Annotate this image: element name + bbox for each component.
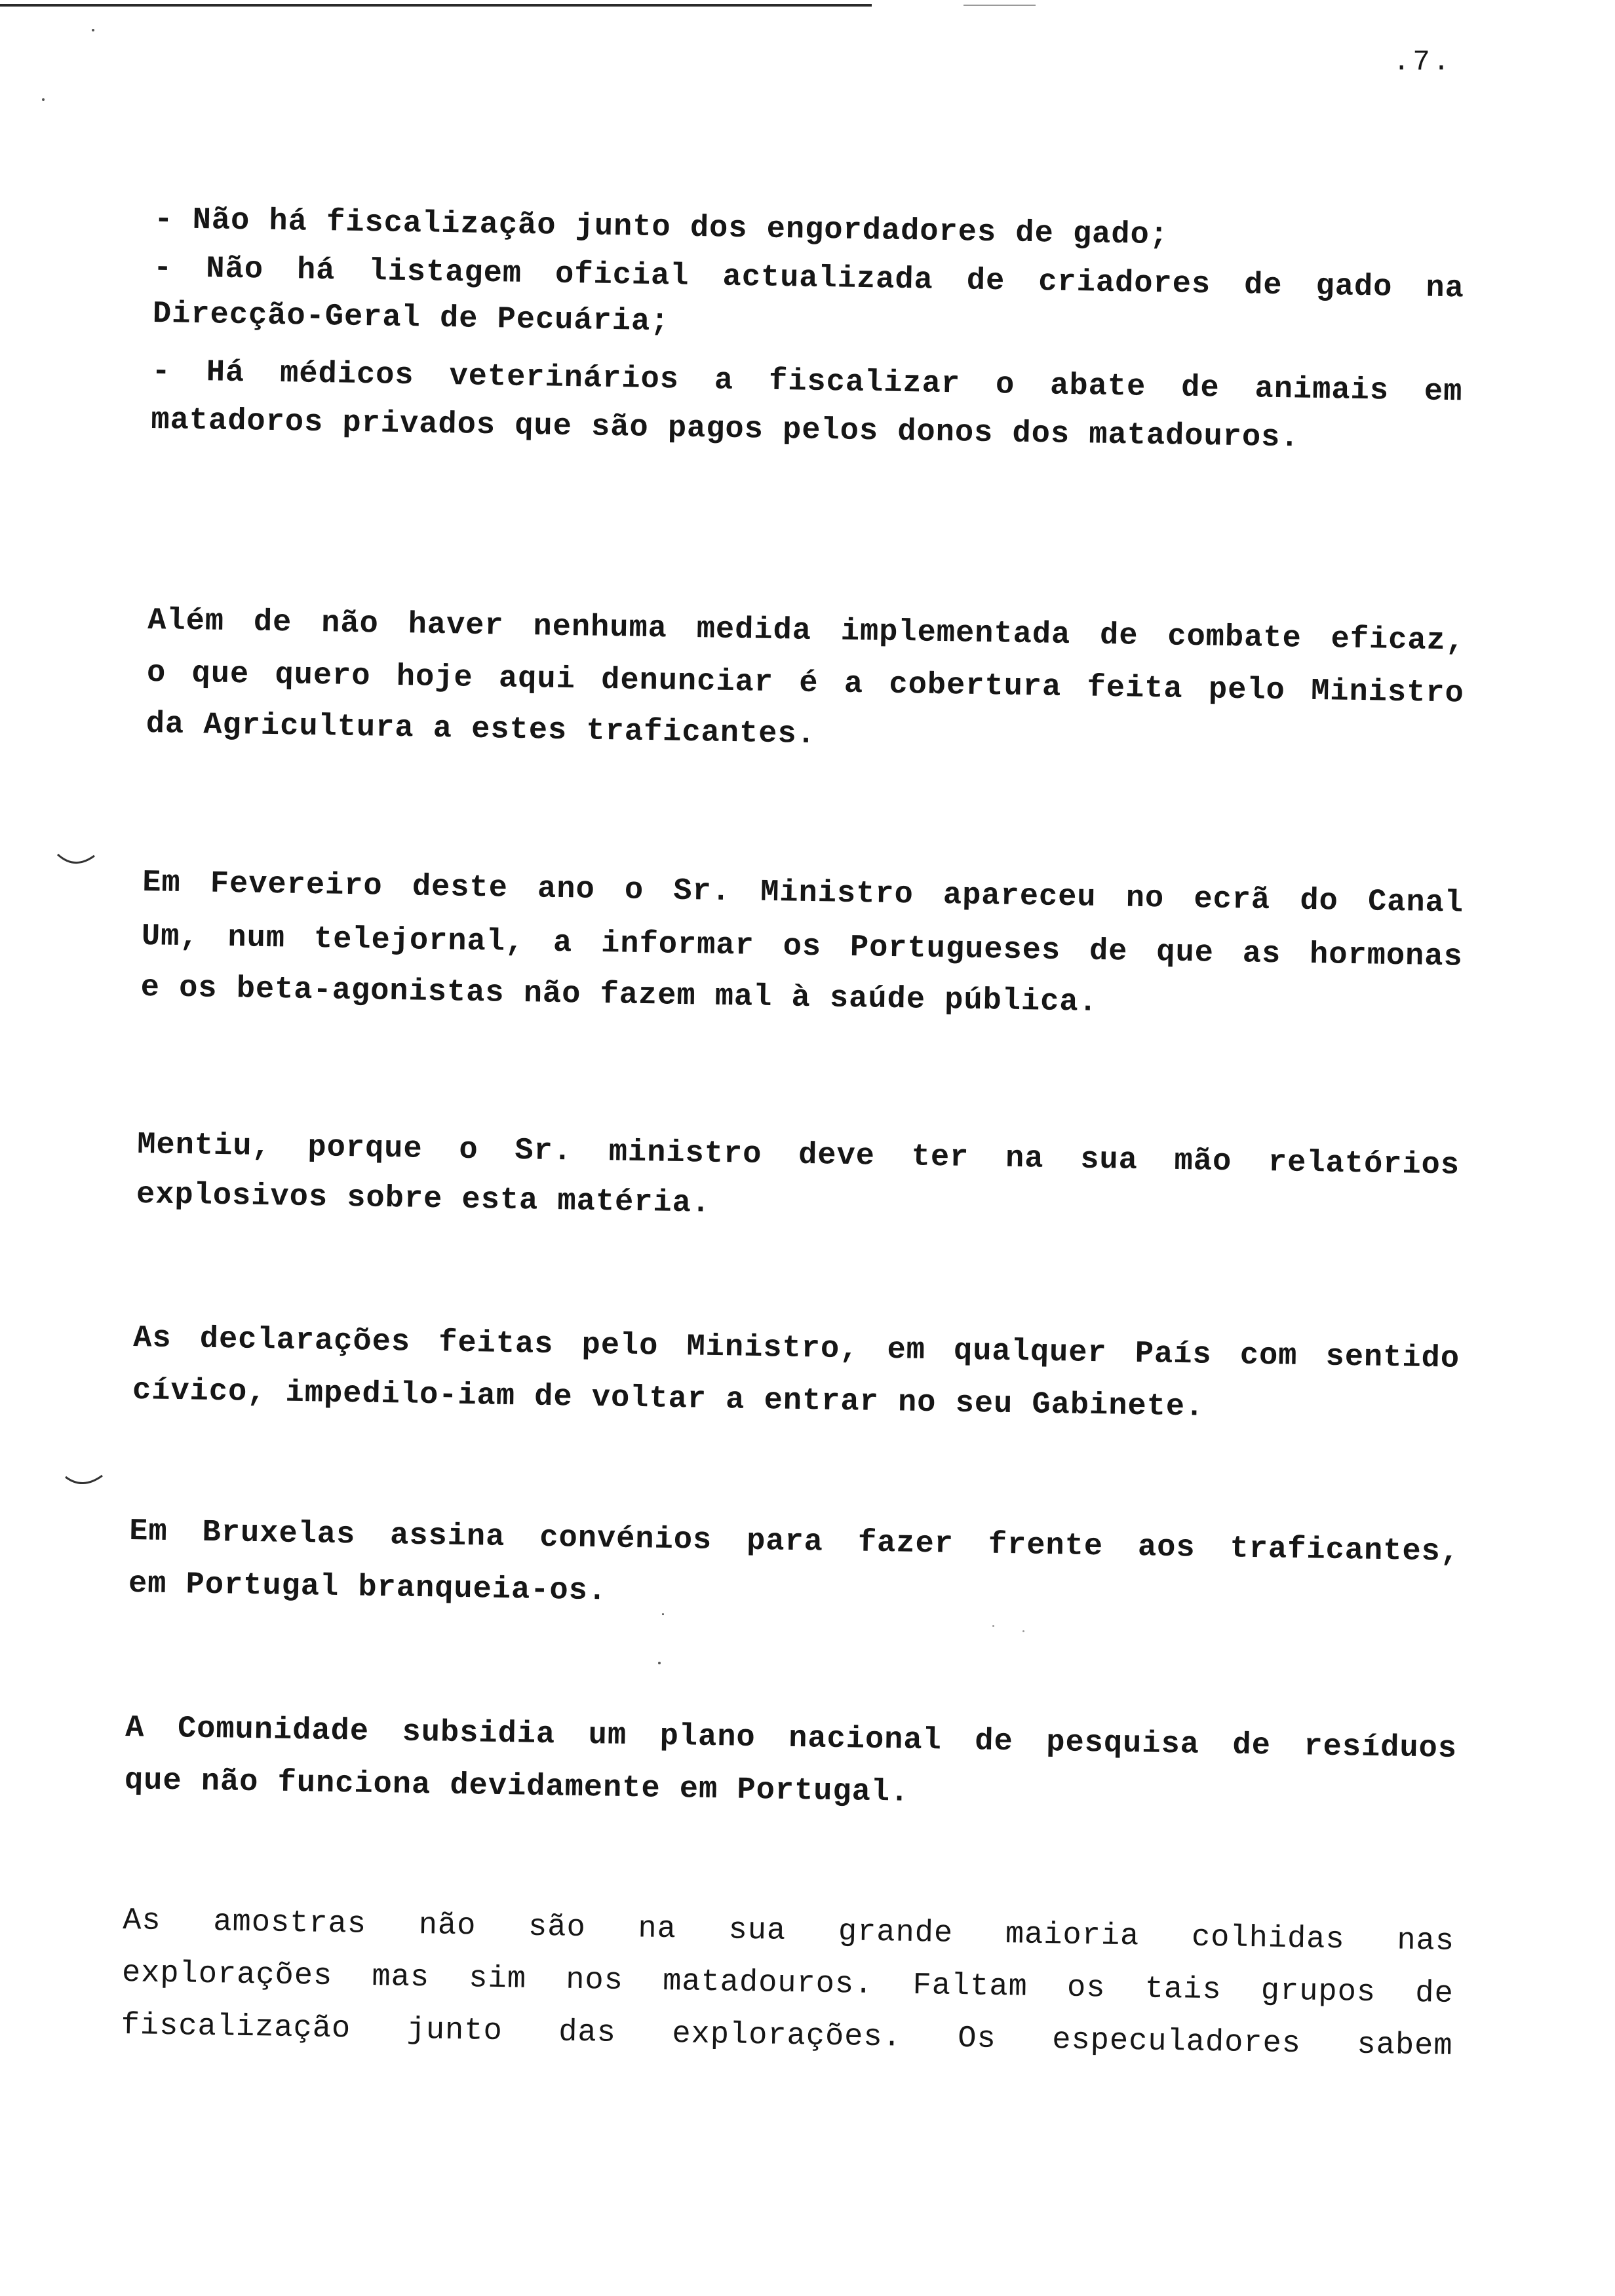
margin-check-mark xyxy=(64,1473,104,1490)
text-line: em Portugal branqueia-os. xyxy=(128,1566,608,1609)
text-line: A Comunidade subsidia um plano nacional de pesquisa de resíduos xyxy=(125,1710,1458,1767)
top-rule-fragment xyxy=(963,5,1036,6)
scan-speck xyxy=(992,1625,994,1627)
text-line: - Não há fiscalização junto dos engordadores de gado; xyxy=(153,202,1169,254)
text-line: explosivos sobre esta matéria. xyxy=(136,1177,711,1221)
scan-speck xyxy=(662,1613,664,1615)
text-line: que não funciona devidamente em Portugal. xyxy=(124,1763,910,1810)
paragraph-8 xyxy=(121,1890,1455,2078)
text-line: Em Fevereiro deste ano o Sr. Ministro apareceu no ecrã do Canal xyxy=(142,865,1464,921)
text-line: Mentiu, porque o Sr. ministro deve ter na sua mão relatórios xyxy=(136,1127,1460,1183)
text-line: cívico, impedilo-iam de voltar a entrar no seu Gabinete. xyxy=(132,1373,1205,1425)
text-line: - Há médicos veterinários a fiscalizar o abate de animais em xyxy=(151,354,1463,410)
top-rule xyxy=(0,4,872,7)
paragraph-1 xyxy=(151,189,1466,472)
paragraph-2 xyxy=(146,590,1466,777)
text-line: Além de não haver nenhuma medida implementada de combate eficaz, xyxy=(147,603,1466,659)
text-line: explorações mas sim nos matadouros. Faltam os tais grupos de xyxy=(121,1955,1454,2012)
text-line: As amostras não são na sua grande maioria colhidas nas xyxy=(122,1903,1455,1959)
text-line: Em Bruxelas assina convénios para fazer frente aos traficantes, xyxy=(128,1514,1460,1570)
scan-speck xyxy=(42,98,45,101)
text-line: da Agricultura a estes traficantes. xyxy=(146,706,817,753)
text-line: Um, num telejornal, a informar os Portugueses de que as hormonas xyxy=(141,919,1464,975)
scan-speck xyxy=(658,1662,661,1664)
paragraph-4 xyxy=(136,1114,1460,1248)
text-line: - Não há listagem oficial actualizada de criadores de gado na xyxy=(153,250,1465,307)
paragraph-3 xyxy=(140,852,1464,1041)
page-number: .7. xyxy=(1393,46,1453,79)
text-line: As declarações feitas pelo Ministro, em qualquer País com sentido xyxy=(132,1320,1460,1377)
margin-check-mark xyxy=(56,852,96,869)
paragraph-5 xyxy=(132,1307,1460,1444)
text-line: o que quero hoje aqui denunciar é a cobertura feita pelo Ministro xyxy=(146,655,1465,712)
text-line: fiscalização junto das explorações. Os especuladores sabem xyxy=(121,2008,1453,2064)
text-line: matadoros privados que são pagos pelos donos dos matadouros. xyxy=(151,402,1300,456)
scan-speck xyxy=(1022,1630,1024,1632)
paragraph-6 xyxy=(128,1501,1460,1637)
scan-speck xyxy=(92,29,94,31)
text-line: Direcção-Geral de Pecuária; xyxy=(152,296,670,340)
paragraph-7 xyxy=(124,1697,1458,1833)
text-line: e os beta-agonistas não fazem mal à saúde pública. xyxy=(140,970,1099,1020)
